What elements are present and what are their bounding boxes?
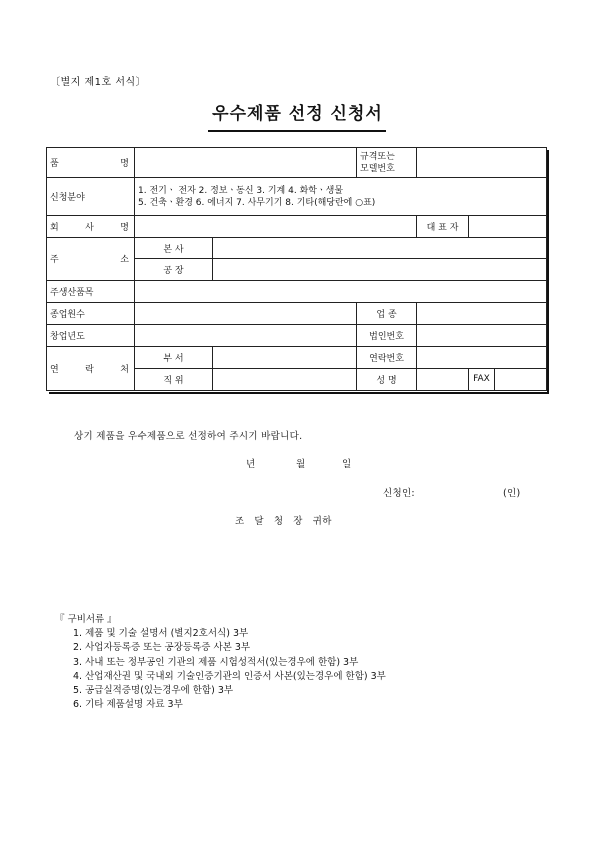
list-item: 5. 공급실적증명(있는경우에 한함) 3부: [73, 685, 234, 697]
ceo-label: 대 표 자: [417, 216, 469, 238]
dept-field[interactable]: [213, 346, 357, 368]
product-name-field[interactable]: [135, 148, 357, 178]
factory-label: 공 장: [135, 259, 213, 280]
spec-field[interactable]: [417, 148, 547, 178]
company-field[interactable]: [135, 216, 417, 238]
main-products-label: 주생산품목: [47, 280, 135, 302]
phone-field[interactable]: [417, 346, 547, 368]
position-field[interactable]: [213, 368, 357, 390]
form-number-label: 〔별지 제1호 서식〕: [50, 77, 147, 88]
ceo-field[interactable]: [469, 216, 547, 238]
dept-label: 부 서: [135, 346, 213, 368]
date-day: 일: [342, 459, 352, 470]
category-label: 신청분야: [47, 178, 135, 216]
category-options[interactable]: [135, 178, 547, 216]
fax-label: FAX: [469, 368, 495, 390]
product-name-label: 품 명: [47, 148, 135, 178]
main-products-field[interactable]: [135, 280, 547, 302]
founded-field[interactable]: [135, 324, 357, 346]
request-sentence: 상기 제품을 우수제품으로 선정하여 주시기 바랍니다.: [74, 431, 303, 442]
list-item: 6. 기타 제품설명 자료 3부: [73, 699, 183, 711]
position-label: 직 위: [135, 368, 213, 390]
date-month: 월: [296, 459, 306, 470]
list-item: 3. 사내 또는 정부공인 기관의 제품 시험성적서(있는경우에 한함) 3부: [73, 656, 359, 668]
fax-field[interactable]: [495, 368, 547, 390]
page-title: 우수제품 선정 신청서: [212, 104, 383, 124]
applicant-label: 신청인:: [383, 488, 415, 499]
date-year: 년: [246, 459, 256, 470]
contact-label: 연 락 처: [47, 346, 135, 390]
industry-field[interactable]: [417, 302, 547, 324]
list-item: 1. 제품 및 기술 설명서 (별지2호서식) 3부: [73, 628, 249, 640]
category-line-1: 1. 전기ㆍ 전자 2. 정보ㆍ동신 3. 기계 4. 화학ㆍ생물: [138, 185, 344, 196]
list-item: 2. 사업자등록증 또는 공장등록증 사본 3부: [73, 642, 251, 654]
name-field[interactable]: [417, 368, 469, 390]
industry-label: 업 종: [357, 302, 417, 324]
corp-no-field[interactable]: [417, 324, 547, 346]
phone-label: 연락번호: [357, 346, 417, 368]
head-office-label: 본 사: [135, 238, 213, 259]
factory-field[interactable]: [213, 259, 547, 280]
employees-label: 종업원수: [47, 302, 135, 324]
name-label: 성 명: [357, 368, 417, 390]
spec-label: 규격또는 모델번호: [357, 148, 417, 178]
attachments-list: [55, 613, 386, 712]
company-label: 회 사 명: [47, 216, 135, 238]
head-office-field[interactable]: [213, 238, 547, 259]
seal-mark: (인): [503, 488, 521, 499]
address-label: 주 소: [47, 238, 135, 280]
recipient: 조 달 청 장 귀하: [235, 516, 332, 527]
application-form-table: [46, 147, 547, 391]
corp-no-label: 법인번호: [357, 324, 417, 346]
list-item: 4. 산업재산권 및 국내외 기술인증기관의 인증서 사본(있는경우에 한함) 3부: [73, 670, 386, 682]
category-line-2: 5. 건축ㆍ환경 6. 에너지 7. 사무기기 8. 기타(해당란에 ○표): [138, 197, 376, 208]
employees-field[interactable]: [135, 302, 357, 324]
founded-label: 창업년도: [47, 324, 135, 346]
title-underline: [208, 130, 386, 132]
attachments-heading: 『 구비서류 』: [55, 614, 117, 625]
